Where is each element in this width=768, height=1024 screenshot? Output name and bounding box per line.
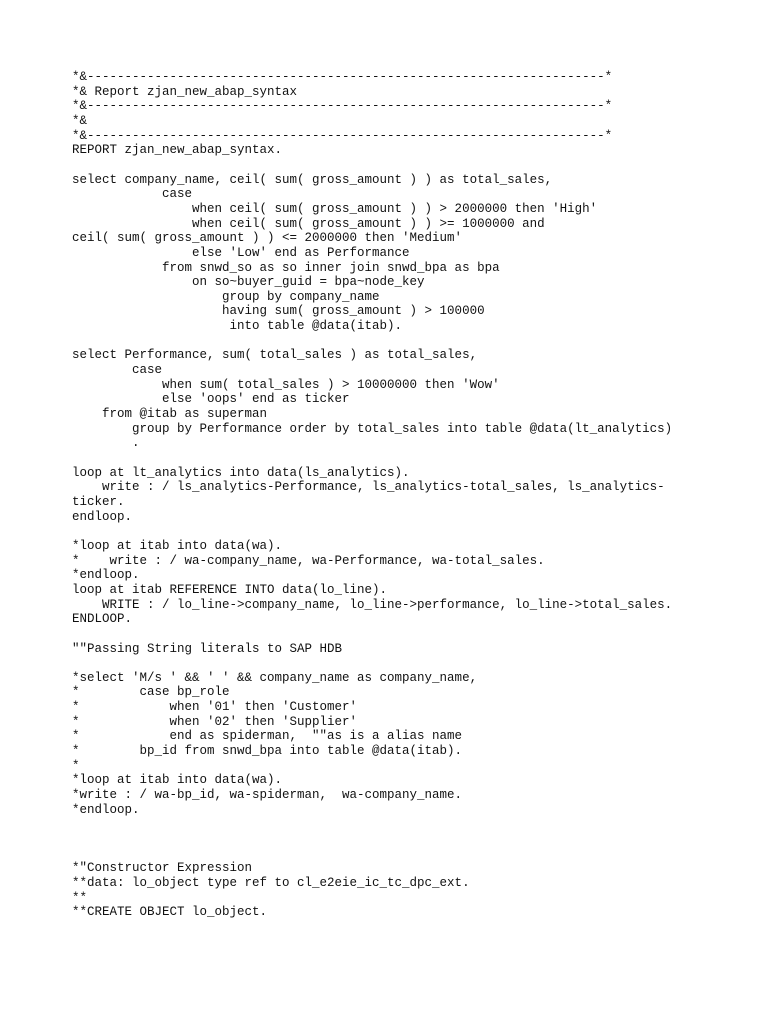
code-line: into table @data(itab).: [72, 319, 403, 334]
code-line: **CREATE OBJECT lo_object.: [72, 905, 268, 920]
code-line: ticker.: [72, 494, 125, 509]
code-line: **data: lo_object type ref to cl_e2eie_ic_tc_dpc_ext.: [72, 875, 470, 890]
code-line: select Performance, sum( total_sales ) as total_sales,: [72, 348, 478, 363]
code-line: having sum( gross_amount ) > 100000: [72, 304, 485, 319]
code-line: else 'oops' end as ticker: [72, 392, 350, 407]
code-line: when sum( total_sales ) > 10000000 then 'Wow': [72, 377, 500, 392]
code-line: ceil( sum( gross_amount ) ) <= 2000000 then 'Medium': [72, 231, 463, 246]
code-line: *"Constructor Expression: [72, 861, 253, 876]
code-line: select company_name, ceil( sum( gross_amount ) ) as total_sales,: [72, 172, 553, 187]
code-line: *&: [72, 113, 88, 128]
code-line: *&---------------------------------------------------------------------*: [72, 70, 613, 84]
abap-source-code: [72, 70, 672, 920]
code-line: [72, 334, 672, 349]
code-line: [72, 832, 672, 847]
code-line: REPORT zjan_new_abap_syntax.: [72, 143, 283, 158]
code-line: [72, 524, 672, 539]
code-line: *&---------------------------------------------------------------------*: [72, 99, 613, 114]
code-line: *: [72, 758, 80, 773]
code-line: [72, 817, 672, 832]
code-line: .: [72, 436, 140, 451]
code-line: else 'Low' end as Performance: [72, 245, 410, 260]
code-line: case: [72, 363, 163, 378]
code-line: on so~buyer_guid = bpa~node_key: [72, 275, 425, 290]
code-line: endloop.: [72, 509, 133, 524]
code-line: WRITE : / lo_line->company_name, lo_line->performance, lo_line->total_sales.: [72, 597, 673, 612]
code-line: case: [72, 187, 193, 202]
code-line: * when '01' then 'Customer': [72, 700, 358, 715]
code-line: *endloop.: [72, 568, 140, 583]
code-line: [72, 627, 672, 642]
code-line: [72, 451, 672, 466]
code-line: * write : / wa-company_name, wa-Performance, wa-total_sales.: [72, 553, 545, 568]
code-line: *write : / wa-bp_id, wa-spiderman, wa-company_name.: [72, 788, 463, 803]
code-line: [72, 847, 672, 862]
code-line: from @itab as superman: [72, 407, 268, 422]
code-line: * when '02' then 'Supplier': [72, 714, 358, 729]
code-line: *& Report zjan_new_abap_syntax: [72, 84, 298, 99]
code-line: * end as spiderman, ""as is a alias name: [72, 729, 463, 744]
code-line: ENDLOOP.: [72, 612, 133, 627]
code-line: group by company_name: [72, 289, 380, 304]
code-line: from snwd_so as so inner join snwd_bpa as bpa: [72, 260, 500, 275]
code-line: * bp_id from snwd_bpa into table @data(itab).: [72, 744, 463, 759]
code-line: *loop at itab into data(wa).: [72, 538, 283, 553]
code-line: *loop at itab into data(wa).: [72, 773, 283, 788]
code-line: *&---------------------------------------------------------------------*: [72, 128, 613, 143]
code-line: when ceil( sum( gross_amount ) ) > 2000000 then 'High': [72, 201, 598, 216]
code-line: write : / ls_analytics-Performance, ls_analytics-total_sales, ls_analytics-: [72, 480, 665, 495]
code-line: when ceil( sum( gross_amount ) ) >= 1000000 and: [72, 216, 545, 231]
code-line: [72, 158, 672, 173]
code-line: **: [72, 890, 88, 905]
code-line: *select 'M/s ' && ' ' && company_name as company_name,: [72, 670, 478, 685]
code-line: [72, 656, 672, 671]
code-line: loop at lt_analytics into data(ls_analytics).: [72, 465, 410, 480]
code-line: * case bp_role: [72, 685, 230, 700]
code-line: group by Performance order by total_sales into table @data(lt_analytics): [72, 421, 673, 436]
code-line: loop at itab REFERENCE INTO data(lo_line).: [72, 582, 388, 597]
code-line: ""Passing String literals to SAP HDB: [72, 641, 343, 656]
code-line: *endloop.: [72, 802, 140, 817]
